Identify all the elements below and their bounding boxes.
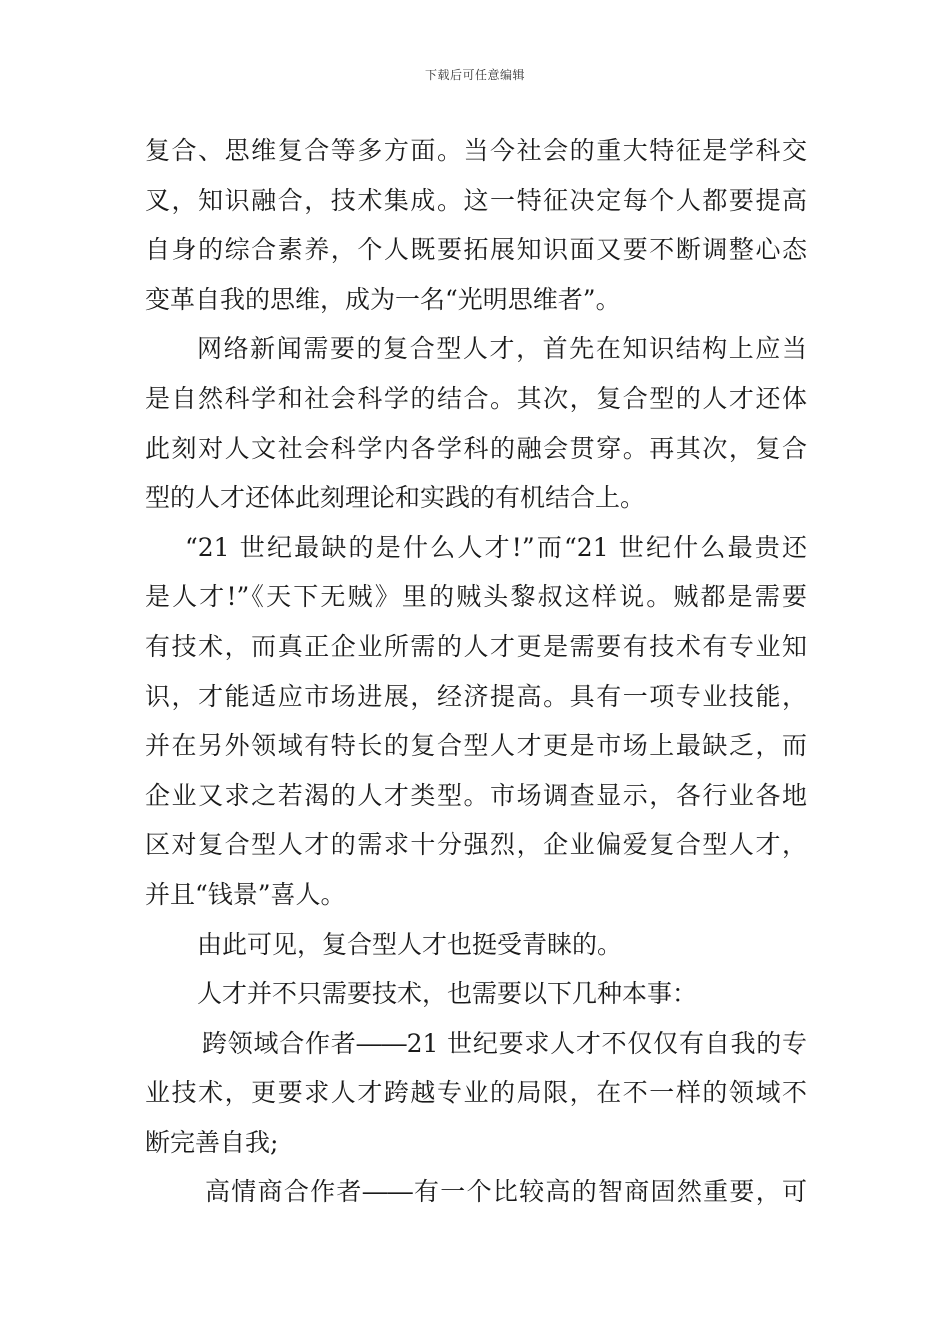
text-line: 跨领域合作者――21 世纪要求人才不仅仅有自我的专 bbox=[202, 1028, 807, 1058]
text-line: 变革自我的思维，成为一名“光明思维者”。 bbox=[145, 284, 621, 314]
text-line: 业技术，更要求人才跨越专业的局限，在不一样的领域不 bbox=[145, 1078, 807, 1108]
text-line: 高情商合作者――有一个比较高的智商固然重要，可 bbox=[205, 1177, 807, 1207]
paragraph-7 bbox=[145, 1167, 807, 1217]
paragraph-2 bbox=[145, 324, 807, 522]
text-line: 自身的综合素养，个人既要拓展知识面又要不断调整心态 bbox=[145, 235, 807, 265]
text-line: 企业又求之若渴的人才类型。市场调查显示，各行业各地 bbox=[145, 780, 807, 810]
paragraph-5 bbox=[145, 969, 807, 1019]
text-line: 型的人才还体此刻理论和实践的有机结合上。 bbox=[145, 483, 646, 513]
text-line: 由此可见，复合型人才也挺受青睐的。 bbox=[197, 929, 623, 959]
text-line: 人才并不只需要技术，也需要以下几种本事： bbox=[197, 979, 698, 1009]
text-line: 识，才能适应市场进展，经济提高。具有一项专业技能， bbox=[145, 681, 807, 711]
paragraph-3 bbox=[145, 523, 807, 920]
paragraph-1 bbox=[145, 126, 807, 324]
text-line: 此刻对人文社会科学内各学科的融会贯穿。再其次，复合 bbox=[145, 433, 807, 463]
text-line: 有技术，而真正企业所需的人才更是需要有技术有专业知 bbox=[145, 631, 807, 661]
text-line: 网络新闻需要的复合型人才，首先在知识结构上应当 bbox=[197, 334, 807, 364]
document-body bbox=[145, 126, 807, 1217]
text-line: 区对复合型人才的需求十分强烈，企业偏爱复合型人才， bbox=[145, 830, 807, 860]
text-line: 复合、思维复合等多方面。当今社会的重大特征是学科交 bbox=[145, 136, 807, 165]
text-line: 是自然科学和社会科学的结合。其次，复合型的人才还体 bbox=[145, 383, 807, 413]
paragraph-6 bbox=[145, 1019, 807, 1168]
text-line: 断完善自我; bbox=[145, 1127, 279, 1157]
text-line: 并且“钱景”喜人。 bbox=[145, 879, 346, 909]
text-line: 并在另外领域有特长的复合型人才更是市场上最缺乏，而 bbox=[145, 731, 807, 761]
text-line: “21 世纪最缺的是什么人才!”而“21 世纪什么最贵还 bbox=[185, 532, 807, 562]
page-header: 下载后可任意编辑 bbox=[424, 68, 525, 82]
paragraph-4 bbox=[145, 920, 807, 970]
text-line: 叉，知识融合，技术集成。这一特征决定每个人都要提高 bbox=[145, 185, 807, 215]
text-line: 是人才!”《天下无贼》里的贼头黎叔这样说。贼都是需要 bbox=[145, 582, 807, 612]
